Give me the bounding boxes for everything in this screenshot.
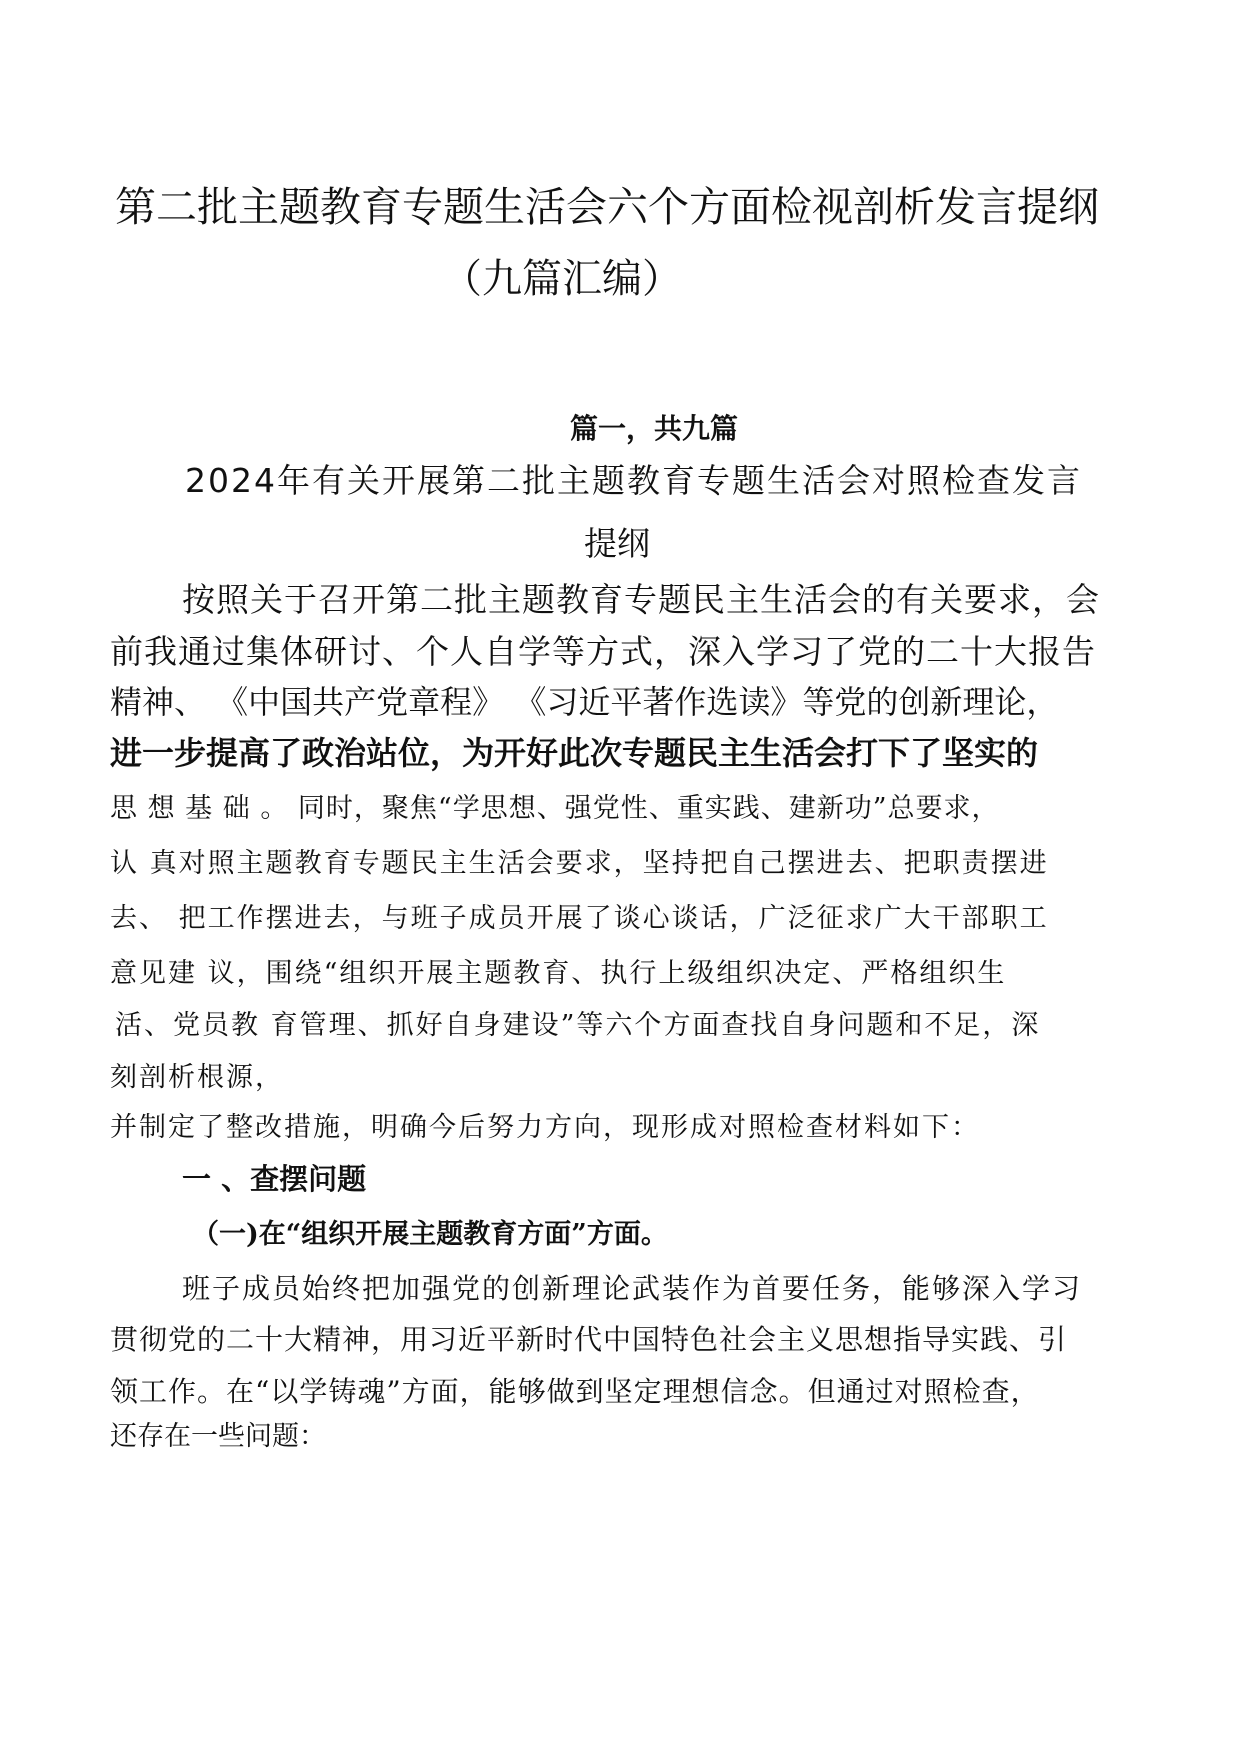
section-heading: 一 、查摆问题 [182, 1162, 367, 1196]
section-label: 篇一，共九篇 [570, 412, 739, 445]
paragraph-line: 并制定了整改措施，明确今后努力方向，现形成对照检查材料如下： [110, 1112, 980, 1143]
paragraph-line: 还存在一些问题： [110, 1421, 326, 1452]
paragraph-line: 精神、 《中国共产党章程》 《习近平著作选读》等党的创新理论， [110, 683, 1059, 721]
paragraph-line: 班子成员始终把加强党的创新理论武装作为首要任务，能够深入学习 [182, 1272, 1083, 1305]
paragraph-line: 领工作。在“以学铸魂”方面，能够做到坚定理想信念。但通过对照检查， [110, 1375, 1040, 1408]
paragraph-line: 贯彻党的二十大精神，用习近平新时代中国特色社会主义思想指导实践、引 [110, 1323, 1068, 1356]
paragraph-line: 认 真对照主题教育专题民主生活会要求，坚持把自己摆进去、把职责摆进 [110, 848, 1049, 879]
subsection-heading: （一)在“组织开展主题教育方面”方面。 [192, 1219, 668, 1250]
article-title-line-1: 2024年有关开展第二批主题教育专题生活会对照检查发言 [185, 461, 1082, 500]
paragraph-line: 去、 把工作摆进去，与班子成员开展了谈心谈话，广泛征求广大干部职工 [110, 903, 1049, 934]
paragraph-line: 活、党员教 育管理、抓好自身建设”等六个方面查找自身问题和不足，深 [115, 1010, 1041, 1041]
paragraph-line: 刻剖析根源， [110, 1062, 284, 1093]
paragraph-line: 进一步提高了政治站位，为开好此次专题民主生活会打下了坚实的 [110, 734, 1039, 772]
document-subtitle: （九篇汇编） [442, 256, 682, 302]
paragraph-line: 思 想 基 础 。 同时，聚焦“学思想、强党性、重实践、建新功”总要求， [110, 793, 1000, 824]
paragraph-line: 意见建 议，围绕“组织开展主题教育、执行上级组织决定、严格组织生 [110, 958, 1007, 989]
paragraph-line: 按照关于召开第二批主题教育专题民主生活会的有关要求，会 [182, 580, 1100, 619]
article-title-line-2: 提纲 [584, 524, 650, 563]
document-title: 第二批主题教育专题生活会六个方面检视剖析发言提纲 [115, 183, 1099, 231]
paragraph-line: 前我通过集体研讨、个人自学等方式，深入学习了党的二十大报告 [110, 632, 1096, 671]
